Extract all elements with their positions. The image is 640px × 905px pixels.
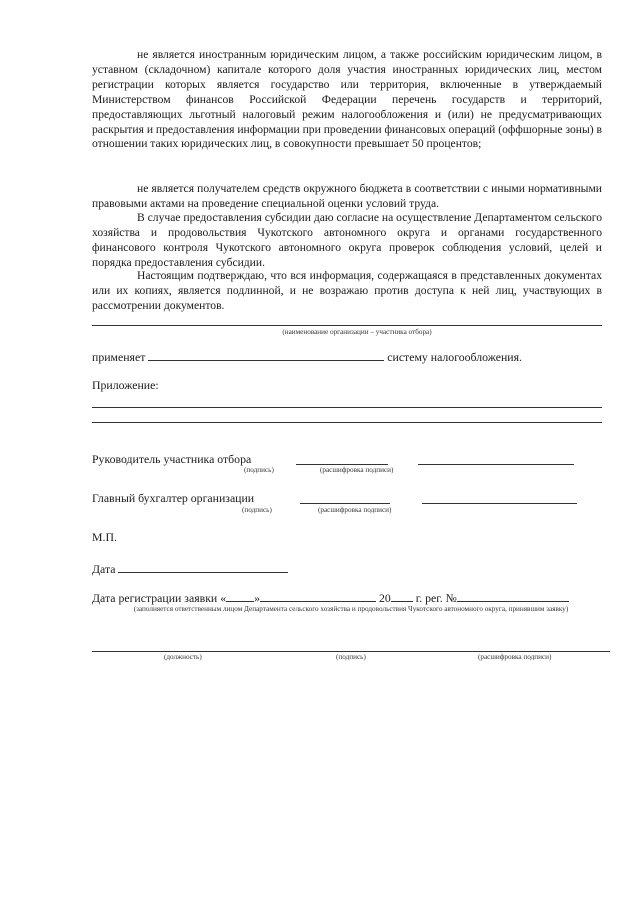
registration-year-field[interactable] — [391, 591, 413, 602]
registration-quote-close: » — [254, 591, 260, 605]
tax-system-field[interactable] — [148, 350, 384, 361]
date-row — [92, 562, 288, 577]
head-signature-line[interactable] — [296, 464, 388, 465]
accountant-signature-line[interactable] — [300, 503, 390, 504]
org-name-line[interactable] — [92, 325, 602, 326]
accountant-decode-caption: (расшифровка подписи) — [318, 506, 392, 514]
head-decode-caption: (расшифровка подписи) — [320, 466, 394, 474]
org-name-caption: (наименование организации – участника отбора) — [282, 328, 432, 336]
head-decode-line[interactable] — [418, 464, 574, 465]
bottom-sign-caption: (подпись) — [336, 653, 366, 661]
head-sign-caption: (подпись) — [244, 466, 274, 474]
tax-suffix: систему налогообложения. — [387, 350, 522, 364]
paragraph-consent: В случае предоставления субсидии даю согласие на осуществление Департаментом сельского хозяйства и продовольствия Чукотского автономного округа и органами государственного финансового контроля Чукотского автономного округа проверок соблюдения условий, целей и порядка предоставления субсидии. — [92, 211, 603, 269]
attachment-line-2[interactable] — [92, 422, 602, 423]
tax-prefix: применяет — [92, 350, 146, 364]
accountant-label: Главный бухгалтер организации — [92, 491, 255, 505]
head-label: Руководитель участника отбора — [92, 452, 252, 466]
paragraph-foreign-entity: не является иностранным юридическим лицом, а также российским юридическим лицом, в уставном (складочном) капитале которого доля участия иностранных юридических лиц, местом регистрации которых является государство или территория, включенные в утверждаемый Министерством финансов Российской Федерации перечень государств и территорий, предоставляющих льготный налоговый режим налогообложения и (или) не предусматривающих раскрытия и предоставления информации при проведении финансовых операций (оффшорные зоны) в отношении таких юридических лиц, в совокупности превышает 50 процентов; — [92, 48, 602, 151]
date-label: Дата — [92, 562, 116, 576]
registration-year-suffix: г. рег. № — [415, 591, 457, 605]
paragraph-confirmation: Настоящим подтверждаю, что вся информация, содержащаяся в представленных документах или их копиях, является подлинной, и не возражаю против доступа к ней лиц, участвующих в рассмотрении документов. — [92, 269, 602, 312]
registration-year-prefix: 20 — [378, 591, 391, 605]
bottom-signature-line[interactable] — [92, 651, 610, 652]
registration-month-field[interactable] — [260, 591, 376, 602]
registration-number-field[interactable] — [457, 591, 569, 602]
date-field[interactable] — [118, 562, 288, 573]
attachment-label: Приложение: — [92, 378, 159, 392]
registration-row — [92, 591, 569, 606]
registration-day-field[interactable] — [226, 591, 254, 602]
accountant-sign-caption: (подпись) — [242, 506, 272, 514]
stamp-label: М.П. — [92, 530, 117, 544]
bottom-decode-caption: (расшифровка подписи) — [478, 653, 552, 661]
attachment-line-1[interactable] — [92, 407, 602, 408]
registration-note: (заполняется ответственным лицом Департамента сельского хозяйства и продовольствия Чукотского автономного округа, принявшим заявку) — [133, 605, 569, 613]
paragraph-budget-funds: не является получателем средств окружного бюджета в соответствии с иными нормативными правовыми актами на проведение специальной оценки условий труда. — [92, 182, 602, 210]
registration-label: Дата регистрации заявки « — [92, 591, 227, 605]
position-caption: (должность) — [164, 653, 202, 661]
tax-system-row — [92, 350, 522, 365]
accountant-decode-line[interactable] — [422, 503, 577, 504]
